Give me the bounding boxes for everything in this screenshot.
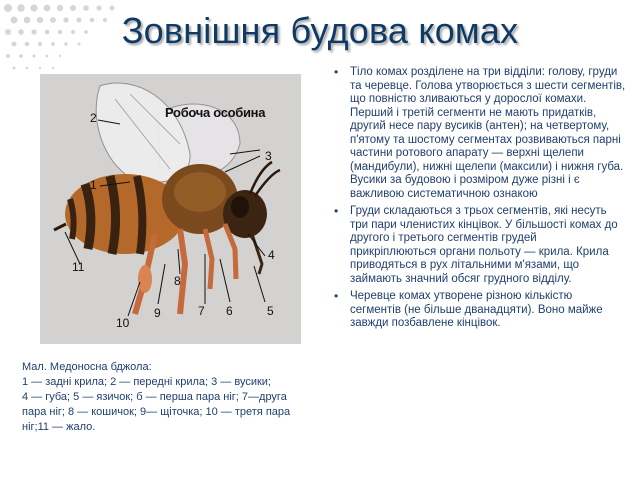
figure-label-11: 11 [72,260,85,274]
caption-line: 1 — задні крила; 2 — передні крила; 3 — вусики; [22,376,271,388]
figure-label-2: 2 [90,111,97,125]
figure-label-1: 1 [90,178,97,192]
bullet-list [330,66,626,335]
pattern-dot [6,54,10,58]
bullet-item-abdomen [330,290,626,331]
figure-label-3: 3 [265,149,272,163]
figure-label-5: 5 [267,304,274,318]
pattern-dot [19,54,23,58]
pattern-dot [26,67,29,70]
bullet-text: Груди складаються з трьох сегментів, які несуть три пари членистих кінцівок. У більшості комах до другого і третього сегментів грудей прикріплюються органи польоту — крила. Крила приводяться в рух літальними м'язами, що займають значний обсяг грудного відділу. [350,205,618,285]
caption-line: пара ніг; 8 — кошичок; 9— щіточка; 10 — третя пара [22,406,291,418]
pattern-dot [13,67,16,70]
bee-figure [40,74,301,344]
figure-label-9: 9 [154,306,161,320]
bullet-marker: • [334,289,339,303]
figure-label-6: 6 [226,304,233,318]
bullet-marker: • [334,65,339,79]
bullet-text: Тіло комах розділене на три відділи: голову, груди та черевце. Голова утворюється з шести сегментів, що повністю зливаються у дорослої комахи. Перший і третій сегменти не мають придатків, другий несе пару вусиків (антен); на четвертому, п'ятому та шостому сегментах розвиваються парні частини ротового апарату — верхні щелепи (мандибули), нижні щелепи (максили) і нижня губа. Вусики за будовою і розміром дуже різні і є важливою систематичною ознакою [350,66,626,200]
bullet-marker: • [334,204,339,218]
bullet-text: Черевце комах утворене різною кількістю сегментів (не більше дванадцяти). Воно майже завжди позбавлене кінцівок. [350,290,603,329]
caption-line: ніг;11 — жало. [22,421,96,433]
slide-title: Зовнішня будова комах [121,10,519,51]
figure-label-7: 7 [198,304,205,318]
pattern-dot [46,55,49,58]
figure-label-10: 10 [116,316,130,330]
bullet-item-thorax [330,205,626,286]
figure-label-8: 8 [174,274,181,288]
figure-label-4: 4 [268,248,275,262]
bullet-item-body-sections [330,66,626,201]
pattern-dot [52,67,54,69]
figure-heading: Робоча особина [165,105,266,120]
caption-line: Мал. Медоносна бджола: [22,361,152,373]
caption-line: 4 — губа; 5 — язичок; б — перша пара ніг; 7—друга [22,391,287,403]
figure-caption [22,360,334,435]
pattern-dot [32,54,35,57]
pattern-dot [59,55,61,57]
pattern-dot [39,67,41,69]
